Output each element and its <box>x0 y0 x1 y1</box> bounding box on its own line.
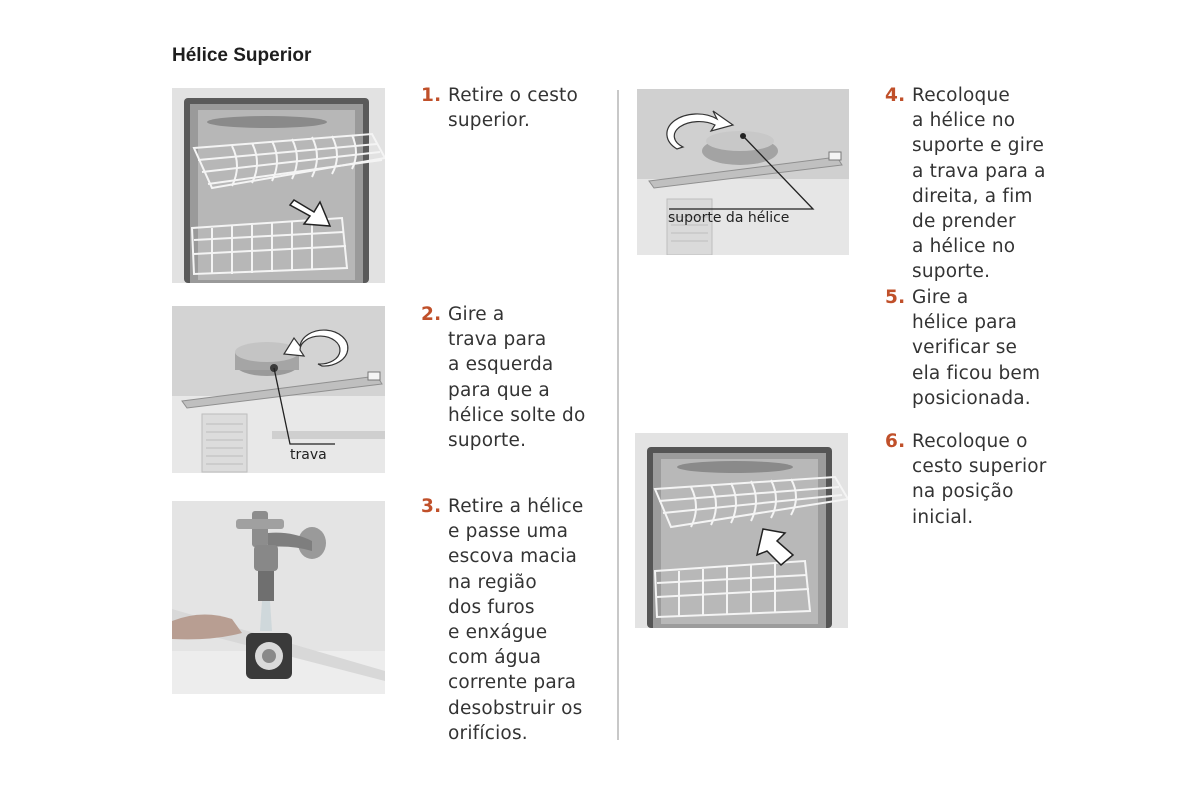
step-number: 1. <box>421 85 442 106</box>
step-3 <box>421 494 611 746</box>
label-suporte: suporte da hélice <box>668 210 790 226</box>
photo-turn-lock-left <box>172 306 385 473</box>
step-text: Gire a hélice para verificar se ela ficou bem posicionada. <box>912 287 1041 409</box>
photo-remove-upper-basket <box>172 88 385 283</box>
photo-reinsert-upper-basket <box>635 433 848 628</box>
step-number: 4. <box>885 85 906 106</box>
step-number: 2. <box>421 304 442 325</box>
step-2 <box>421 302 611 453</box>
label-trava: trava <box>290 447 327 463</box>
column-divider <box>617 90 619 740</box>
photo-rinse-propeller <box>172 501 385 694</box>
step-text: Recoloque a hélice no suporte e gire a trava para a direita, a fim de prender a hélice no suporte. <box>912 85 1046 283</box>
step-4 <box>885 83 1075 285</box>
step-text: Recoloque o cesto superior na posição inicial. <box>912 431 1047 528</box>
step-1 <box>421 83 611 133</box>
step-text: Retire a hélice e passe uma escova macia na região dos furos e enxágue com água corrente para desobstruir os orifícios. <box>448 496 584 744</box>
step-6 <box>885 429 1075 530</box>
step-5 <box>885 285 1075 411</box>
step-text: Gire a trava para a esquerda para que a hélice solte do suporte. <box>448 304 586 452</box>
section-title: Hélice Superior <box>172 45 312 66</box>
step-number: 3. <box>421 496 442 517</box>
step-number: 6. <box>885 431 906 452</box>
step-number: 5. <box>885 287 906 308</box>
photo-reattach-propeller <box>637 89 849 255</box>
step-text: Retire o cesto superior. <box>448 85 579 132</box>
